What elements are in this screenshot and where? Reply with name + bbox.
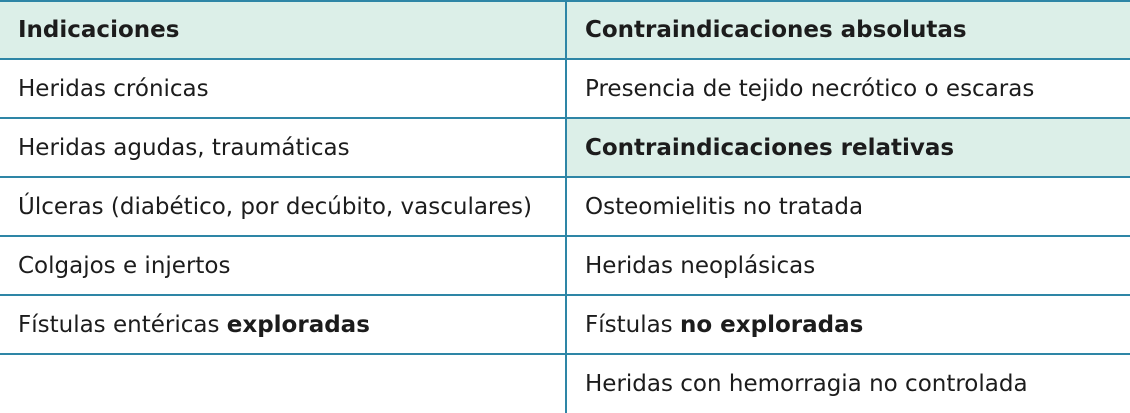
table-row bbox=[0, 178, 1130, 237]
relative-contraindications-header: Contraindicaciones relativas bbox=[565, 119, 1130, 176]
indication-cell: Heridas crónicas bbox=[18, 75, 209, 102]
contraindication-text: Fístulas bbox=[585, 311, 673, 338]
contraindication-cell: Heridas neoplásicas bbox=[565, 237, 1130, 294]
contraindication-emphasis: no exploradas bbox=[679, 311, 864, 338]
contraindication-cell: Presencia de tejido necrótico o escaras bbox=[565, 60, 1130, 117]
indication-cell: Colgajos e injertos bbox=[18, 252, 231, 279]
contraindication-cell bbox=[565, 296, 1130, 353]
table-row bbox=[0, 60, 1130, 119]
table-row bbox=[0, 237, 1130, 296]
indication-emphasis: exploradas bbox=[226, 311, 370, 338]
contraindication-cell: Osteomielitis no tratada bbox=[565, 178, 1130, 235]
indication-cell bbox=[0, 296, 565, 353]
table-row bbox=[0, 119, 1130, 178]
table-row bbox=[0, 355, 1130, 413]
indication-cell-empty bbox=[0, 355, 565, 413]
contraindication-cell: Heridas con hemorragia no controlada bbox=[565, 355, 1130, 413]
indication-cell: Úlceras (diabético, por decúbito, vasculares) bbox=[18, 193, 532, 220]
indication-cell: Heridas agudas, traumáticas bbox=[18, 134, 350, 161]
absolute-contraindications-header: Contraindicaciones absolutas bbox=[565, 2, 1130, 58]
table-header-row bbox=[0, 2, 1130, 60]
table-row bbox=[0, 296, 1130, 355]
indications-header: Indicaciones bbox=[0, 2, 565, 58]
indication-text: Fístulas entéricas bbox=[18, 311, 220, 338]
